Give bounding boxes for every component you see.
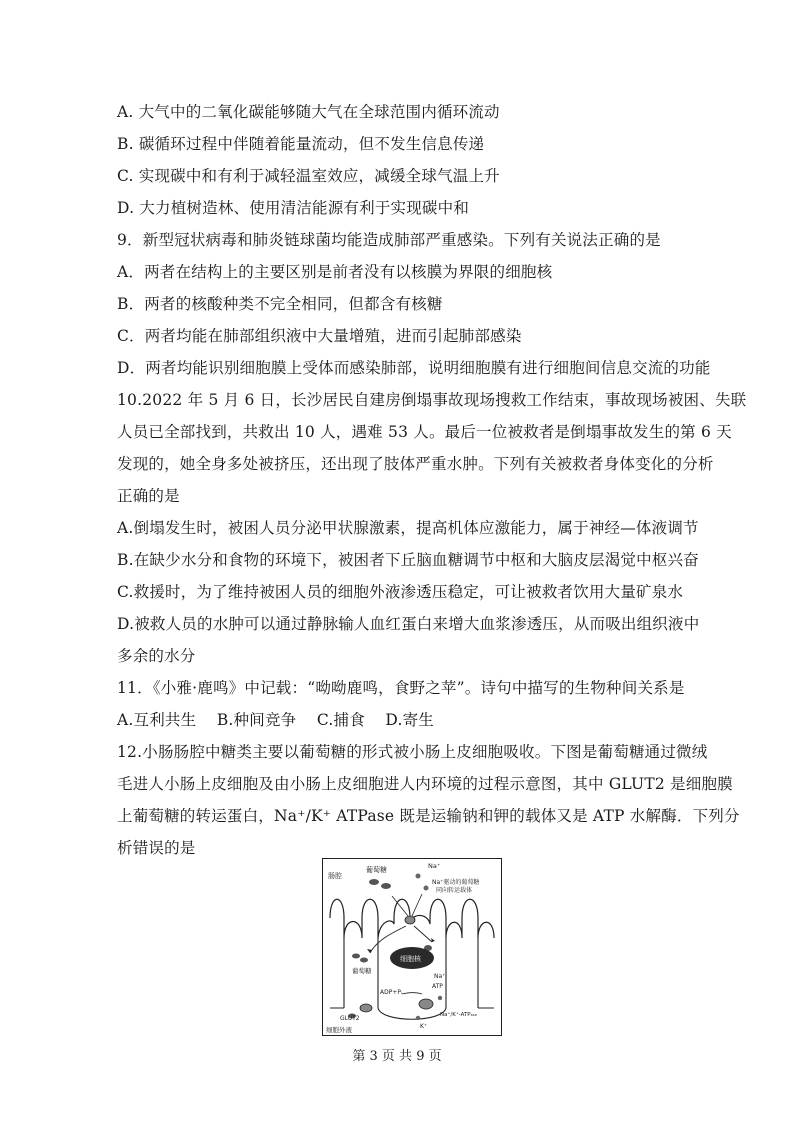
q10-stem-line: 10.2022 年 5 月 6 日，长沙居民自建房倒塌事故现场搜救工作结束，事故现场被困、失联: [117, 391, 747, 409]
q12-stem-line: 上葡萄糖的转运蛋白，Na⁺/K⁺ ATPase 既是运输钠和钾的载体又是 ATP 水解酶．下列分: [117, 807, 740, 825]
atp-label: ATP: [432, 983, 443, 990]
ecf-label: 细胞外液: [326, 1026, 352, 1034]
glucose-molecule: [369, 879, 379, 885]
page-footer: 第 3 页 共 9 页: [352, 1049, 442, 1064]
q8-option-d: D. 大力植树造林、使用清洁能源有利于实现碳中和: [117, 199, 470, 217]
symporter-label-1: Na⁺驱动的葡萄糖: [432, 879, 480, 886]
q10-option-b: B.在缺少水分和食物的环境下，被困者下丘脑血糖调节中枢和大脑皮层渴觉中枢兴奋: [117, 551, 699, 569]
q9-option-c: C．两者均能在肺部组织液中大量增殖，进而引起肺部感染: [117, 327, 522, 345]
glut2-transporter: [360, 1004, 372, 1012]
q10-stem-line: 发现的，她全身多处被挤压，还出现了肢体严重水肿。下列有关被救者身体变化的分析: [117, 455, 714, 473]
q10-option-a: A.倒塌发生时，被困人员分泌甲状腺激素，提高机体应激能力，属于神经—体液调节: [117, 519, 699, 537]
na-k-pump: [419, 999, 433, 1009]
q8-option-b: B. 碳循环过程中伴随着能量流动，但不发生信息传递: [117, 135, 485, 153]
glucose-molecule: [381, 883, 391, 889]
symporter-label-2: 同向转运载体: [436, 887, 473, 894]
q10-option-d-cont: 多余的水分: [117, 647, 196, 665]
adp-label: ADP+Pᵢ: [380, 989, 403, 996]
q9-option-a: A．两者在结构上的主要区别是前者没有以核膜为界限的细胞核: [117, 263, 553, 281]
glucose-cell-label: 葡萄糖: [352, 967, 372, 975]
q12-stem-line: 12.小肠肠腔中糖类主要以葡萄糖的形式被小肠上皮细胞吸收。下图是葡萄糖通过微绒: [117, 743, 708, 761]
glucose-molecule: [352, 954, 360, 959]
k-label: K⁺: [420, 1023, 428, 1030]
sodium-ion: [416, 874, 421, 879]
q9-option-b: B．两者的核酸种类不完全相同，但都含有核糖: [117, 295, 443, 313]
glucose-transport-figure: [322, 858, 502, 1036]
glucose-top-label: 葡萄糖: [366, 866, 387, 874]
q8-option-c: C. 实现碳中和有利于减轻温室效应，减缓全球气温上升: [117, 167, 500, 185]
q9-option-d: D．两者均能识别细胞膜上受体而感染肺部，说明细胞膜有进行细胞间信息交流的功能: [117, 359, 711, 377]
q11-options: A.互利共生 B.种间竞争 C.捕食 D.寄生: [117, 711, 434, 729]
glucose-molecule: [360, 958, 368, 963]
q11-stem: 11．《小雅·鹿鸣》中记载：“呦呦鹿鸣，食野之苹”。诗句中描写的生物种间关系是: [117, 679, 685, 697]
q10-option-c: C.救援时，为了维持被困人员的细胞外液渗透压稳定，可让被救者饮用大量矿泉水: [117, 583, 684, 601]
na-top-label: Na⁺: [428, 862, 441, 870]
na-right-label: Na⁺: [434, 973, 446, 980]
q9-stem: 9．新型冠状病毒和肺炎链球菌均能造成肺部严重感染。下列有关说法正确的是: [117, 231, 661, 249]
q10-stem-line: 人员已全部找到，共救出 10 人，遇难 53 人。最后一位被救者是倒塌事故发生的第 6 天: [117, 423, 732, 441]
pump-label: Na⁺/K⁺-ATPₐₛₑ: [440, 1012, 478, 1018]
q10-option-d: D.被救人员的水肿可以通过静脉输人血红蛋白来增大血浆渗透压，从而吸出组织液中: [117, 615, 700, 633]
sodium-ion: [438, 996, 442, 1000]
nucleus-label: 细胞核: [400, 955, 421, 963]
sglt-symporter: [405, 916, 415, 924]
lumen-label: 肠腔: [328, 872, 342, 880]
q10-stem-line: 正确的是: [117, 487, 180, 505]
glut2-label: GLUT2: [340, 1015, 360, 1022]
q12-stem-line: 毛进人小肠上皮细胞及由小肠上皮细胞进人内环境的过程示意图，其中 GLUT2 是细胞膜: [117, 775, 733, 793]
q12-stem-line: 析错误的是: [117, 839, 196, 857]
sodium-ion: [424, 886, 429, 891]
potassium-ion: [416, 1016, 420, 1020]
q8-option-a: A. 大气中的二氧化碳能够随大气在全球范围内循环流动: [117, 103, 500, 121]
cell-diagram: [322, 858, 502, 1036]
